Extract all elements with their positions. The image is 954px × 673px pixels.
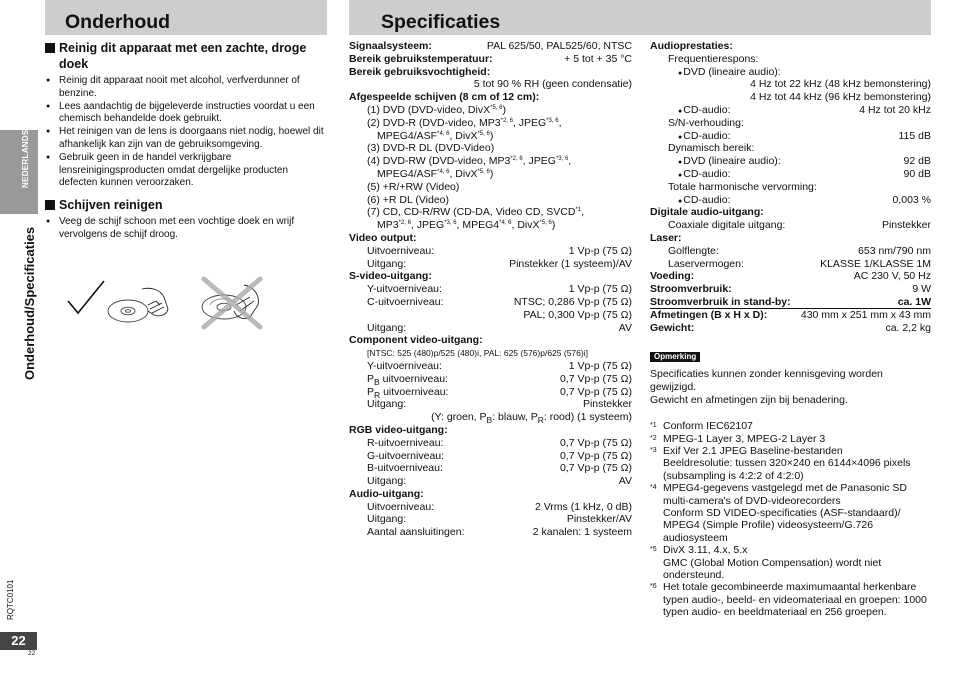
- spec-value: 5 tot 90 % RH (geen condensatie): [473, 78, 632, 91]
- spec-label: Y-uitvoerniveau:: [367, 283, 442, 296]
- spec-label: Laservermogen:: [668, 257, 744, 270]
- spec-label: ● DVD (lineaire audio):: [650, 66, 931, 79]
- spec-value: + 5 tot + 35 °C: [564, 52, 632, 65]
- spec-label: Uitgang:: [367, 321, 407, 334]
- spec-label: S/N-verhouding:: [668, 116, 744, 129]
- list-item: ● Gebruik geen in de handel verkrijgbare lensreinigingsproducten omdat dergelijke producten defecten kunnen veroorzaken.: [45, 152, 327, 190]
- spec-value: 0,7 Vp-p (75 Ω): [559, 449, 632, 462]
- section-label: Onderhoud/Specificaties: [22, 226, 37, 380]
- spec-value: NTSC; 0,286 Vp-p (75 Ω): [513, 295, 632, 308]
- square-bullet-icon: [45, 200, 55, 210]
- spec-value: 4 Hz tot 22 kHz (48 kHz bemonstering): [750, 78, 931, 91]
- spec-value: 4 Hz tot 20 kHz: [859, 103, 931, 116]
- spec-label: Bereik gebruiksvochtigheid:: [349, 65, 491, 78]
- spec-label: Uitgang:: [367, 398, 407, 411]
- spec-label: Video output:: [349, 231, 417, 244]
- specifications-column-2: [650, 40, 931, 619]
- footnote: *2 MPEG-1 Layer 3, MPEG-2 Layer 3: [650, 432, 826, 445]
- spec-value: 115 dB: [898, 129, 931, 142]
- spec-label: RGB video-uitgang:: [349, 423, 448, 436]
- cleaning-list: [45, 75, 327, 190]
- spec-value: 1 Vp-p (75 Ω): [568, 283, 632, 296]
- spec-label: S-video-uitgang:: [349, 270, 432, 283]
- spec-label: Frequentierespons:: [668, 52, 759, 65]
- disc-type: (4) DVD-RW (DVD-video, MP3$^{*2, 6}$, JPEG$^{*3, 6}$,: [367, 155, 572, 168]
- page-number: 22: [0, 632, 37, 650]
- spec-value: ca. 2,2 kg: [885, 321, 931, 334]
- disc-type: MPEG4/ASF$^{*4, 6}$, DivX$^{*5, 6}$): [377, 167, 494, 180]
- spec-label: Uitgang:: [367, 257, 407, 270]
- spec-value: 0,003 %: [892, 193, 931, 206]
- spec-label: Audioprestaties:: [650, 40, 733, 52]
- cleaning-heading: Reinig dit apparaat met een zachte, droge doek: [45, 40, 327, 72]
- page-title-maintenance: Onderhoud: [65, 11, 171, 33]
- spec-label: Bereik gebruikstemperatuur:: [349, 52, 493, 65]
- spec-label: Totale harmonische vervorming:: [668, 180, 817, 193]
- header-specifications: [349, 0, 931, 35]
- spec-label: Digitale audio-uitgang:: [650, 206, 764, 219]
- spec-label: Gewicht:: [650, 321, 695, 334]
- disc-type: (2) DVD-R (DVD-video, MP3$^{*2, 6}$, JPEG$^{*3, 6}$,: [367, 116, 562, 129]
- square-bullet-icon: [45, 43, 55, 53]
- spec-value: 9 W: [912, 283, 931, 296]
- spec-label: Signaalsysteem:: [349, 40, 432, 52]
- footnote: *6 Het totale gecombineerde maximumaantal herkenbare typen audio-, beeld- en videomateriaal en groepen: 1000 typen audio- en beeldmateriaal en 256 groepen.: [650, 581, 927, 619]
- footnotes: [650, 420, 931, 619]
- spec-value: AC 230 V, 50 Hz: [853, 270, 931, 283]
- list-item: ● Lees aandachtig de bijgeleverde instructies voordat u een chemisch behandelde doek gebruikt.: [45, 101, 327, 127]
- spec-value: 0,7 Vp-p (75 Ω): [559, 385, 632, 398]
- footnote: *1 Conform IEC62107: [650, 420, 753, 433]
- spec-value: 4 Hz tot 44 kHz (96 kHz bemonstering): [750, 91, 931, 104]
- disc-type: (3) DVD-R DL (DVD-Video): [367, 142, 495, 155]
- checkmark-icon: [68, 281, 104, 313]
- spec-value: (Y: groen, $P_B$: blauw, $P_R$: rood) (1 systeem): [431, 411, 632, 426]
- spec-label: Stroomverbruik in stand-by:: [650, 295, 791, 308]
- spec-value: 90 dB: [903, 167, 931, 180]
- spec-label: $P_B$ uitvoerniveau:: [367, 372, 448, 387]
- spec-value: 0,7 Vp-p (75 Ω): [559, 372, 632, 385]
- spec-value: 1 Vp-p (75 Ω): [568, 244, 632, 257]
- spec-value: 1 Vp-p (75 Ω): [568, 359, 632, 372]
- spec-label: $P_R$ uitvoerniveau:: [367, 385, 449, 400]
- language-label: NEDERLANDS: [21, 129, 30, 188]
- spec-label: Uitgang:: [367, 475, 407, 488]
- spec-label: C-uitvoerniveau:: [367, 295, 444, 308]
- disc-cleaning-illustration: [64, 275, 274, 330]
- spec-label: Uitvoerniveau:: [367, 244, 435, 257]
- spec-label: Golflengte:: [668, 244, 719, 257]
- disc-type: MPEG4/ASF$^{*4, 6}$, DivX$^{*5, 6}$): [377, 129, 494, 142]
- spec-label: Uitvoerniveau:: [367, 500, 435, 513]
- disc-type: (6) +R DL (Video): [367, 193, 449, 206]
- spec-label: G-uitvoerniveau:: [367, 449, 445, 462]
- note-badge: Opmerking: [650, 352, 700, 362]
- spec-value: Pinstekker: [881, 219, 931, 232]
- spec-value: 653 nm/790 nm: [858, 244, 931, 257]
- correct-disc-icon: [108, 288, 168, 322]
- disc-cleaning-heading: Schijven reinigen: [45, 197, 327, 213]
- spec-value: 2 kanalen: 1 systeem: [532, 526, 632, 539]
- spec-label: ● CD-audio:: [678, 104, 731, 117]
- disc-type: (5) +R/+RW (Video): [367, 180, 460, 193]
- note-text: Gewicht en afmetingen zijn bij benadering.: [650, 393, 848, 406]
- spec-label: ● CD-audio:: [678, 168, 731, 181]
- footnote: *3 Exif Ver 2.1 JPEG Baseline-bestanden Beeldresolutie: tussen 320×240 en 6144×4096 pixels (subsampling is 4:2:2 of 4:2:0): [650, 444, 911, 482]
- spec-note: [NTSC: 525 (480)p/525 (480)i, PAL: 625 (576)p/625 (576)i]: [367, 348, 588, 359]
- spec-label: ● CD-audio:: [678, 194, 731, 207]
- spec-value: PAL 625/50, PAL525/60, NTSC: [486, 40, 632, 52]
- header-maintenance: [45, 0, 327, 35]
- spec-value: 92 dB: [903, 155, 931, 168]
- list-item: ● Het reinigen van de lens is doorgaans niet nodig, hoewel dit afhankelijk kan zijn van de gebruiksomgeving.: [45, 126, 327, 152]
- spec-label: ● DVD (lineaire audio):: [678, 155, 781, 168]
- language-tab: [0, 130, 38, 214]
- spec-value: Pinstekker (1 systeem)/AV: [509, 257, 632, 270]
- list-item: ● Veeg de schijf schoon met een vochtige doek en wrijf vervolgens de schijf droog.: [45, 216, 327, 242]
- spec-value: ca. 1W: [897, 295, 931, 308]
- footnote: *4 MPEG4-gegevens vastgelegd met de Panasonic SD multi-camera's of DVD-videorecorders Conform SD VIDEO-specificaties (ASF-standaard)/ MPEG4 (Simple Profile) videosysteem/G.726 audiosysteem: [650, 482, 907, 544]
- spec-value: PAL; 0,300 Vp-p (75 Ω): [523, 308, 632, 321]
- spec-label: Uitgang:: [367, 513, 407, 526]
- spec-label: ● CD-audio:: [678, 130, 731, 143]
- page-number-small: 22: [28, 650, 36, 657]
- spec-label: Stroomverbruik:: [650, 283, 732, 296]
- spec-value: KLASSE 1/KLASSE 1M: [820, 257, 931, 270]
- spec-value: 0,7 Vp-p (75 Ω): [559, 462, 632, 475]
- spec-label: Laser:: [650, 231, 682, 244]
- spec-label: Afgespeelde schijven (8 cm of 12 cm):: [349, 91, 540, 104]
- spec-value: 0,7 Vp-p (75 Ω): [559, 436, 632, 449]
- spec-label: Coaxiale digitale uitgang:: [668, 219, 786, 232]
- spec-label: Dynamisch bereik:: [668, 142, 755, 155]
- spec-value: Pinstekker/AV: [566, 513, 632, 526]
- spec-label: Afmetingen (B x H x D):: [650, 308, 768, 321]
- spec-value: 430 mm x 251 mm x 43 mm: [800, 308, 931, 321]
- disc-cleaning-list: [45, 216, 327, 242]
- spec-label: Voeding:: [650, 270, 695, 283]
- specifications-column-1: [349, 40, 632, 539]
- footnote: *5 DivX 3.11, 4.x, 5.x GMC (Global Motion Compensation) wordt niet ondersteund.: [650, 544, 882, 581]
- spec-value: 2 Vrms (1 kHz, 0 dB): [534, 500, 632, 513]
- disc-type: (1) DVD (DVD-video, DivX$^{*5, 6}$): [367, 103, 506, 116]
- spec-label: Y-uitvoerniveau:: [367, 359, 442, 372]
- maintenance-section: [45, 40, 327, 242]
- spec-label: Audio-uitgang:: [349, 487, 424, 500]
- disc-type: (7) CD, CD-R/RW (CD-DA, Video CD, SVCD$^{*1}$,: [367, 206, 585, 219]
- spec-label: B-uitvoerniveau:: [367, 462, 443, 475]
- page-title-specifications: Specificaties: [381, 11, 501, 33]
- disc-type: MP3$^{*2, 6}$, JPEG$^{*3, 6}$, MPEG4$^{*4, 6}$, DivX$^{*5, 6}$): [377, 219, 556, 232]
- spec-label: Component video-uitgang:: [349, 334, 483, 347]
- spec-value: Pinstekker: [582, 398, 632, 411]
- document-code: RQTC0101: [6, 579, 15, 620]
- spec-label: R-uitvoerniveau:: [367, 436, 444, 449]
- note-text: Specificaties kunnen zonder kennisgeving worden gewijzigd.: [650, 368, 883, 393]
- spec-value: AV: [618, 321, 632, 334]
- spec-label: Aantal aansluitingen:: [367, 526, 465, 539]
- spec-value: AV: [618, 475, 632, 488]
- list-item: ● Reinig dit apparaat nooit met alcohol, verfverdunner of benzine.: [45, 75, 327, 101]
